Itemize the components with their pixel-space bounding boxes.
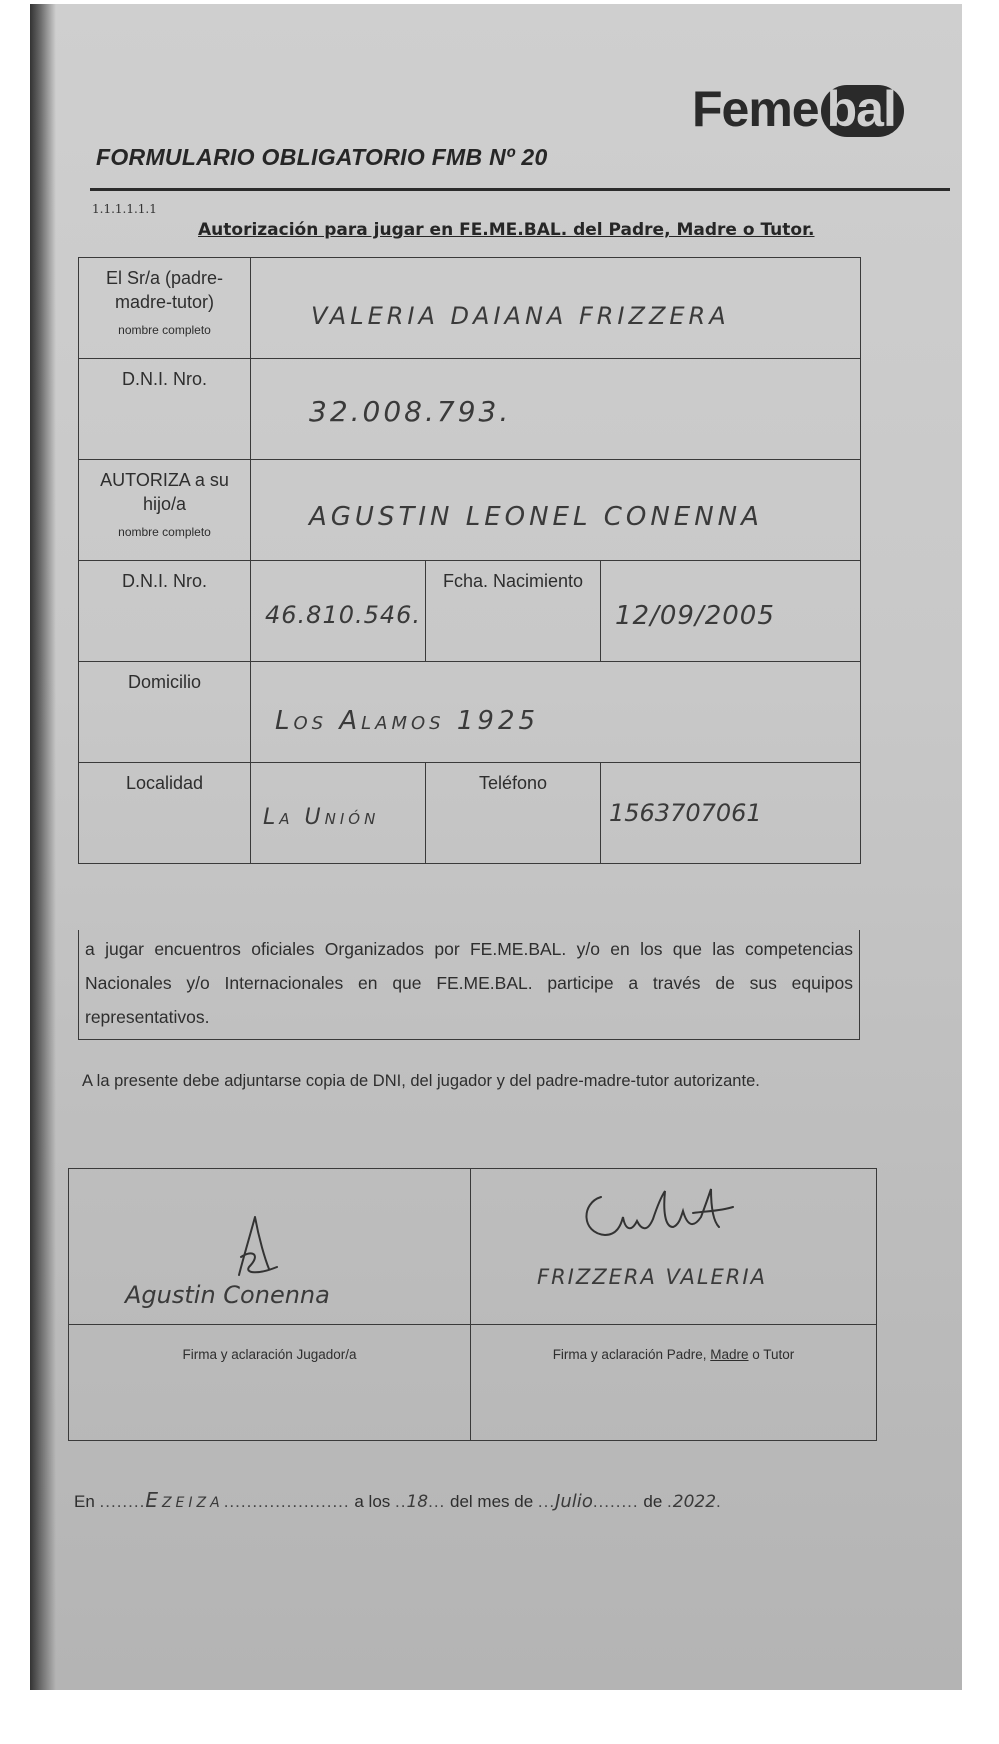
locality-value: La Unión (263, 805, 380, 830)
row-locality (79, 763, 861, 864)
dot-leader: ... (537, 1492, 556, 1511)
mes-label: del mes de (450, 1492, 534, 1511)
child-name-value: AGUSTIN LEONEL CONENNA (309, 502, 763, 532)
label-line: El Sr/a (padre- (105, 268, 224, 288)
logo-text: Feme (692, 81, 819, 137)
guardian-name-value: VALERIA DAIANA FRIZZERA (311, 302, 730, 330)
player-name: Agustin Conenna (125, 1281, 330, 1309)
form-heading: Autorización para jugar en FE.ME.BAL. del Padre, Madre o Tutor. (198, 220, 815, 240)
address-label: Domicilio (79, 662, 251, 763)
guardian-dni-value: 32.008.793. (309, 395, 512, 428)
label-hint: nombre completo (118, 323, 211, 337)
dot-leader: .. (395, 1492, 407, 1511)
dot-leader: . (716, 1492, 722, 1511)
dot-leader: ........ (592, 1492, 639, 1511)
form-sheet (30, 4, 962, 1690)
locality-field[interactable] (251, 763, 426, 864)
signature-table (68, 1168, 877, 1441)
logo-text-end: bal (821, 85, 904, 137)
child-dni-value: 46.810.546. (265, 601, 422, 629)
player-signature (219, 1209, 299, 1289)
phone-field[interactable] (601, 763, 861, 864)
guardian-signature (561, 1177, 761, 1257)
locality-label: Localidad (79, 763, 251, 864)
a-los-label: a los (354, 1492, 391, 1511)
dot-leader: ... (428, 1492, 446, 1511)
player-signature-box[interactable] (69, 1169, 471, 1325)
birth-date-value: 12/09/2005 (615, 601, 775, 631)
attachment-note: A la presente debe adjuntarse copia de DNI, del jugador y del padre-madre-tutor autorizante. (82, 1072, 760, 1090)
month-value[interactable]: Julio (555, 1491, 593, 1512)
child-dni-label: D.N.I. Nro. (79, 561, 251, 662)
guardian-dni-field[interactable] (251, 359, 861, 460)
year-value[interactable]: 2022 (672, 1492, 717, 1512)
dot-leader: . (667, 1492, 673, 1511)
de-label: de (643, 1492, 663, 1511)
row-child-dni (79, 561, 861, 662)
authorization-table (78, 257, 861, 864)
guardian-signature-box[interactable] (471, 1169, 877, 1325)
child-dni-field[interactable] (251, 561, 426, 662)
caption-part-underlined: Madre (710, 1347, 749, 1362)
child-name-field[interactable] (251, 460, 861, 561)
caption-part: Firma y aclaración Padre, (552, 1347, 711, 1362)
row-guardian-name (79, 258, 861, 359)
en-label: En (74, 1492, 95, 1511)
row-address (79, 662, 861, 763)
phone-value: 1563707061 (609, 799, 762, 827)
guardian-dni-label: D.N.I. Nro. (79, 359, 251, 460)
player-signature-caption: Firma y aclaración Jugador/a (69, 1325, 471, 1441)
day-value[interactable]: 18 (406, 1492, 429, 1512)
dot-leader: ........ (99, 1492, 146, 1511)
address-value: Los Alamos 1925 (275, 706, 540, 736)
label-line: AUTORIZA a su (100, 470, 229, 490)
birth-date-label: Fcha. Nacimiento (426, 561, 601, 662)
guardian-name-label (79, 258, 251, 359)
caption-part: o Tutor (748, 1347, 795, 1362)
authorization-text: a jugar encuentros oficiales Organizados por FE.ME.BAL. y/o en los que las competencias Nacionales y/o Internacionales en que FE.ME.BAL. participe a través de sus equipos representativos. (78, 930, 860, 1040)
row-child-name (79, 460, 861, 561)
guardian-signature-caption (471, 1325, 877, 1441)
label-line: madre-tutor) (114, 292, 215, 312)
label-line: hijo/a (142, 494, 187, 514)
reference-code: 1.1.1.1.1.1 (92, 202, 157, 216)
place-date-line (74, 1488, 722, 1512)
femebal-logo (692, 80, 904, 138)
dot-leader: ...................... (223, 1492, 350, 1511)
row-guardian-dni (79, 359, 861, 460)
child-name-label (79, 460, 251, 561)
phone-label: Teléfono (426, 763, 601, 864)
place-value[interactable]: Ezeiza (145, 1488, 224, 1512)
address-field[interactable] (251, 662, 861, 763)
title-rule (90, 188, 950, 191)
label-hint: nombre completo (118, 525, 211, 539)
guardian-name-field[interactable] (251, 258, 861, 359)
form-title: FORMULARIO OBLIGATORIO FMB Nº 20 (96, 144, 548, 170)
guardian-name-signed: FRIZZERA VALERIA (537, 1265, 767, 1289)
birth-date-field[interactable] (601, 561, 861, 662)
